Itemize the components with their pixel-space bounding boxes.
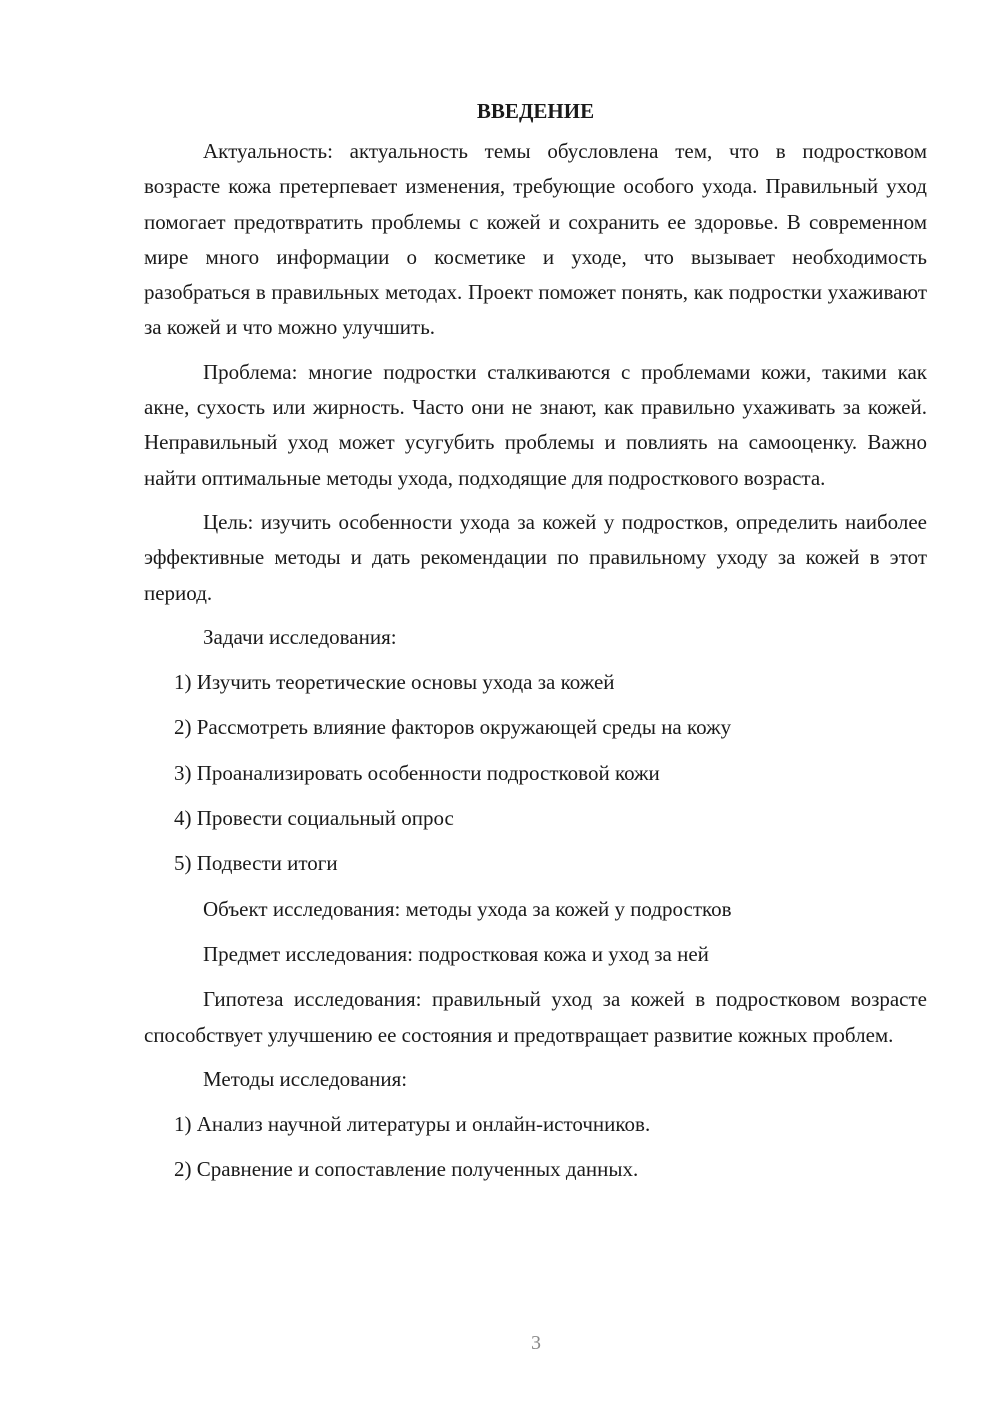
method-item: 1) Анализ научной литературы и онлайн-источников. — [174, 1112, 651, 1137]
research-subject: Предмет исследования: подростковая кожа и уход за ней — [203, 941, 709, 966]
document-page — [144, 95, 927, 1198]
task-item: 3) Проанализировать особенности подростковой кожи — [174, 760, 660, 785]
task-item: 2) Рассмотреть влияние факторов окружающей среды на кожу — [174, 715, 732, 740]
relevance-paragraph: Актуальность: актуальность темы обусловлена тем, что в подростковом возрасте кожа претерпевает изменения, требующие особого ухода. Правильный уход помогает предотвратить проблемы с кожей и сохранить ее здоровье. В современном мире много информации о косметике и уходе, что вызывает необходимость разобраться в правильных методах. Проект поможет понять, как подростки ухаживают за кожей и что можно улучшить. — [144, 139, 927, 340]
hypothesis-paragraph: Гипотеза исследования: правильный уход за кожей в подростковом возрасте способствует улучшению ее состояния и предотвращает развитие кожных проблем. — [144, 987, 927, 1047]
page-number: 3 — [531, 1332, 541, 1354]
task-item: 4) Провести социальный опрос — [174, 806, 454, 831]
method-item: 2) Сравнение и сопоставление полученных данных. — [174, 1157, 639, 1182]
task-item: 1) Изучить теоретические основы ухода за кожей — [174, 670, 615, 695]
methods-heading: Методы исследования: — [203, 1066, 408, 1091]
section-title: ВВЕДЕНИЕ — [476, 99, 595, 123]
problem-paragraph: Проблема: многие подростки сталкиваются с проблемами кожи, такими как акне, сухость или жирность. Часто они не знают, как правильно ухаживать за кожей. Неправильный уход может усугубить проблемы и повлиять на самооценку. Важно найти оптимальные методы ухода, подходящие для подросткового возраста. — [144, 359, 927, 490]
goal-paragraph: Цель: изучить особенности ухода за кожей у подростков, определить наиболее эффективные методы и дать рекомендации по правильному уходу за кожей в этот период. — [144, 509, 927, 605]
research-object: Объект исследования: методы ухода за кожей у подростков — [203, 896, 732, 921]
task-item: 5) Подвести итоги — [174, 851, 338, 876]
tasks-heading: Задачи исследования: — [203, 624, 397, 649]
